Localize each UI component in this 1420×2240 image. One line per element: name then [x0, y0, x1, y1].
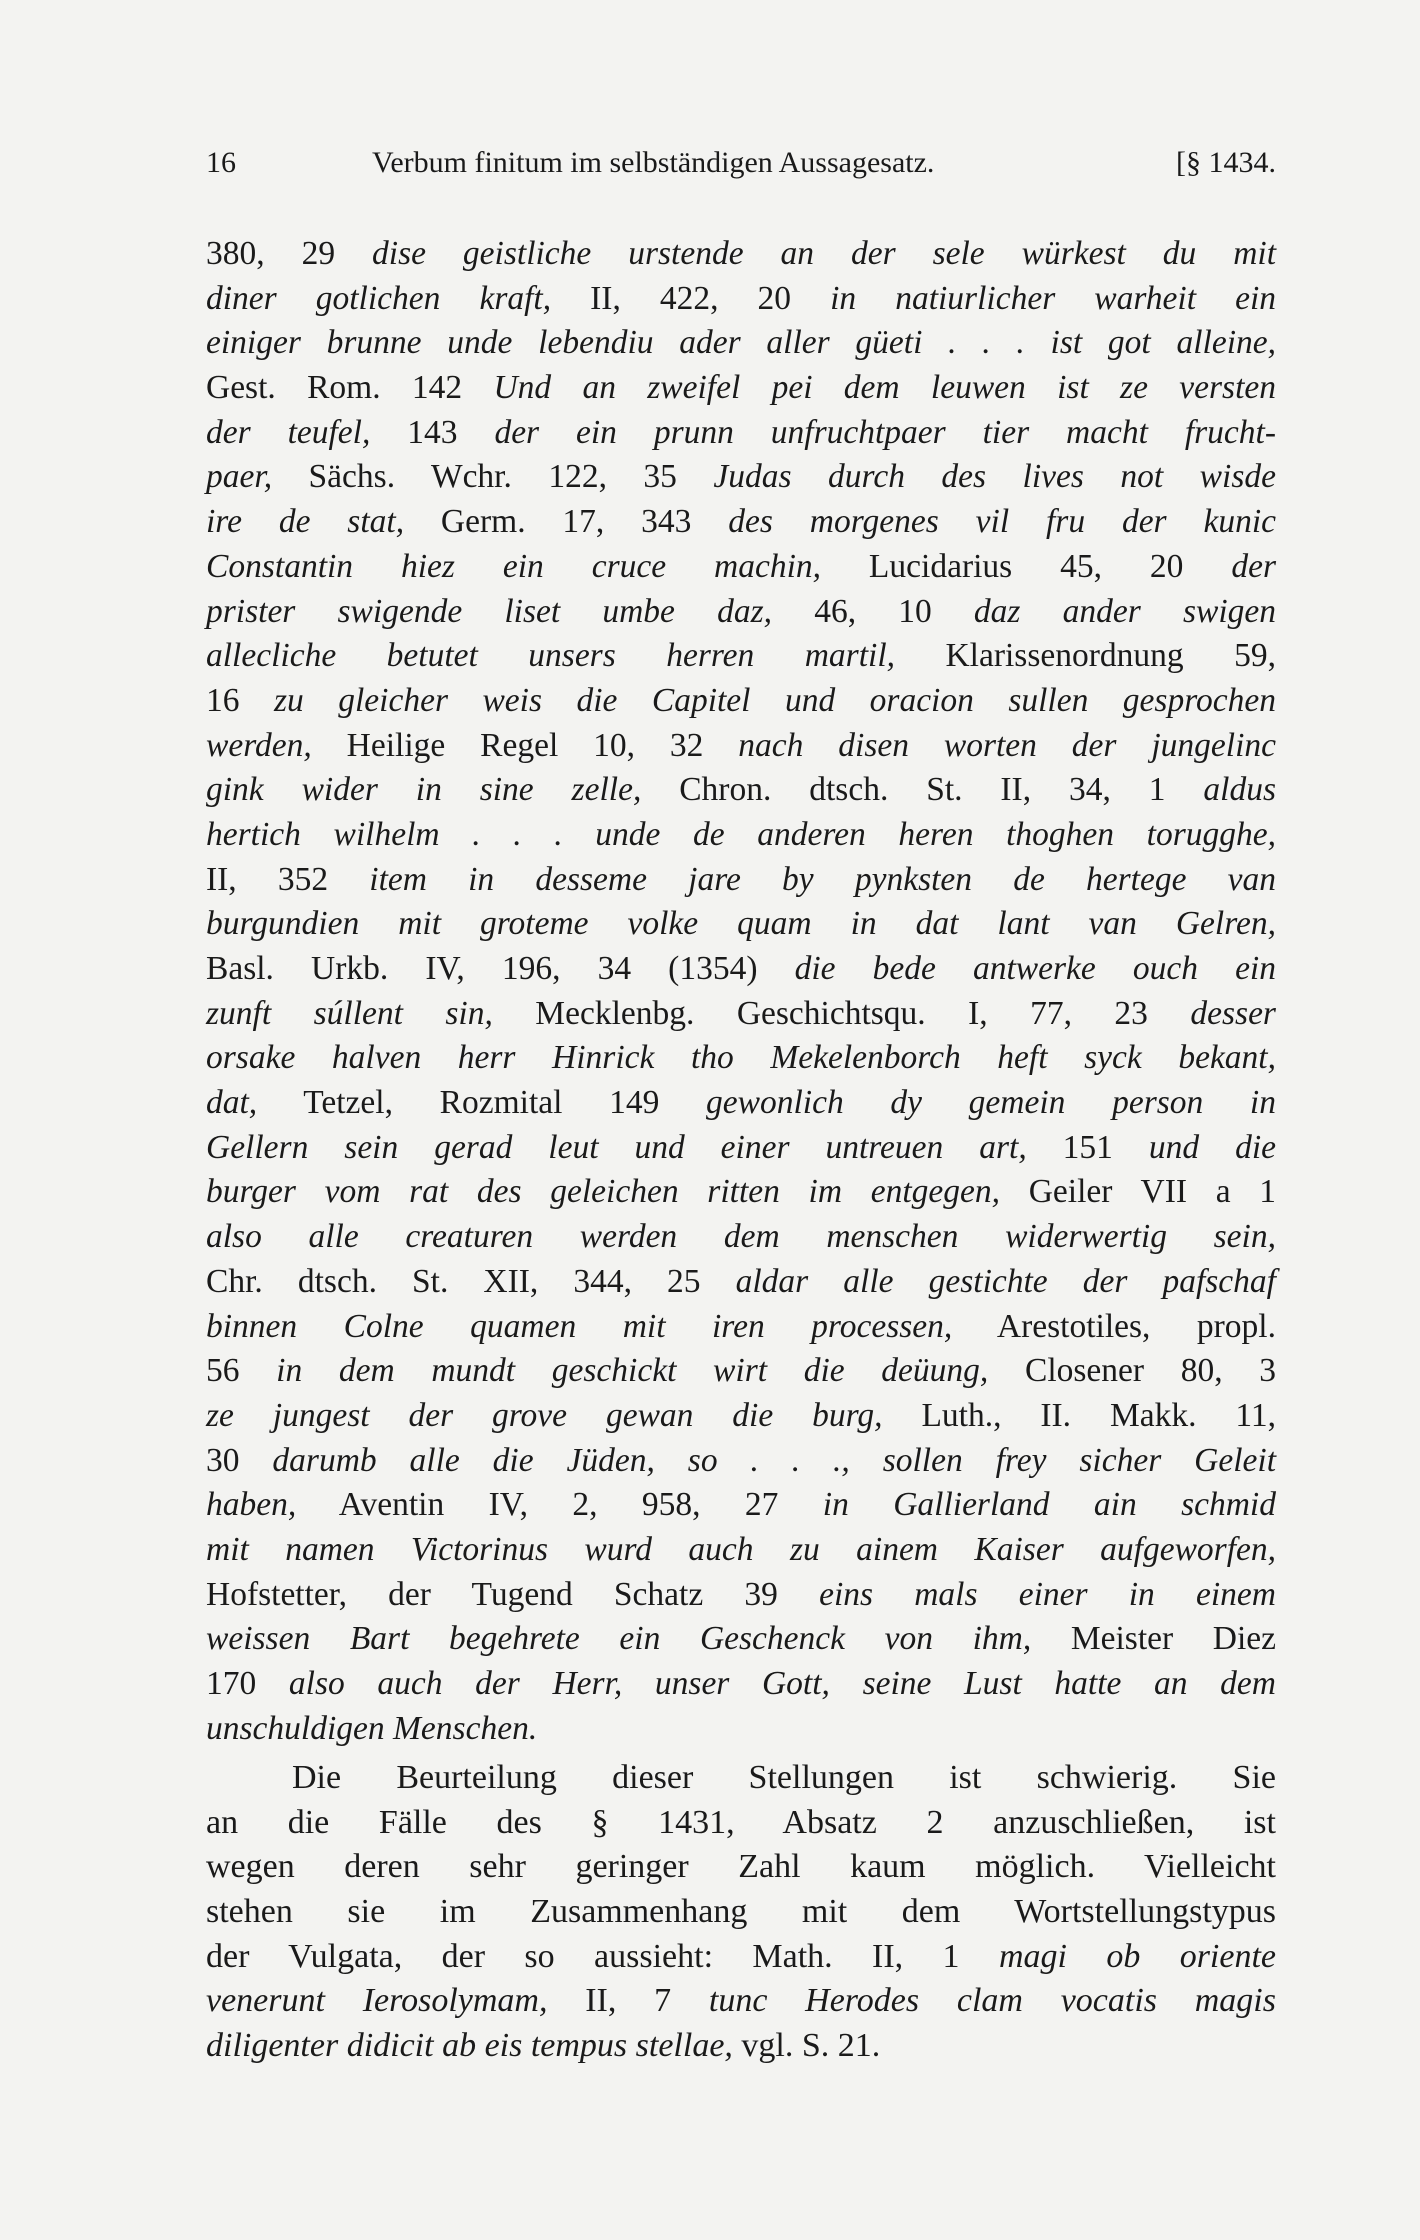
- italic-quote: zu gleicher weis die Capitel und oracion sullen gesprochen: [273, 681, 1276, 719]
- section-marker: [§ 1434.: [1176, 146, 1276, 179]
- text-line: [206, 1979, 1276, 2024]
- italic-quote: zunft súllent sin,: [206, 994, 493, 1032]
- italic-quote: diner gotlichen kraft,: [206, 279, 552, 317]
- text-run: 16: [206, 681, 274, 719]
- text-run: 380, 29: [206, 235, 373, 272]
- text-line: [206, 321, 1276, 366]
- italic-quote: die bede antwerke ouch ein: [794, 950, 1276, 987]
- italic-quote: Constantin hiez ein cruce machin,: [206, 547, 822, 585]
- italic-quote: burger vom rat des geleichen ritten im entgegen,: [206, 1173, 1001, 1211]
- text-line: [206, 1528, 1276, 1573]
- italic-quote: unschuldigen Menschen.: [206, 1709, 538, 1747]
- text-run: Closener 80, 3: [988, 1352, 1277, 1390]
- italic-quote: also auch der Herr, unser Gott, seine Lust hatte an dem: [288, 1665, 1276, 1702]
- text-line: [206, 1215, 1276, 1260]
- text-line: [206, 1935, 1276, 1980]
- text-line: [206, 1707, 1276, 1752]
- text-line: [206, 1126, 1276, 1171]
- text-run: Sächs. Wchr. 122, 35: [272, 458, 714, 496]
- italic-quote: Gellern sein gerad leut und einer untreuen art,: [206, 1128, 1027, 1166]
- italic-quote: Judas durch des lives not wisde: [713, 458, 1276, 496]
- text-run: vgl. S. 21.: [732, 2027, 881, 2065]
- italic-quote: Und an zweifel pei dem leuwen ist ze versten: [493, 369, 1276, 407]
- running-header: [206, 146, 1276, 186]
- text-line: [206, 545, 1276, 590]
- text-line: [206, 813, 1276, 858]
- italic-quote: prister swigende liset umbe daz,: [206, 592, 773, 630]
- italic-quote: ze jungest der grove gewan die burg,: [206, 1396, 883, 1434]
- text-line: [206, 411, 1276, 456]
- italic-quote: und die: [1148, 1128, 1276, 1166]
- text-line: [206, 1756, 1276, 1801]
- italic-quote: paer,: [206, 458, 273, 496]
- italic-quote: einiger brunne unde lebendiu ader aller güeti . . . ist got alleine,: [206, 324, 1276, 362]
- text-run: 143: [370, 413, 495, 451]
- paragraph-discussion: [206, 1756, 1276, 2069]
- italic-quote: in dem mundt geschickt wirt die deüung,: [276, 1352, 989, 1390]
- running-title: Verbum finitum im selbständigen Aussagesatz.: [372, 146, 935, 179]
- text-run: Tetzel, Rozmital 149: [257, 1084, 707, 1122]
- text-run: 170: [206, 1665, 289, 1702]
- text-run: II, 352: [206, 860, 370, 898]
- italic-quote: desser: [1190, 994, 1276, 1032]
- italic-quote: in Gallierland ain schmid: [822, 1486, 1276, 1524]
- text-run: stehen sie im Zusammenhang mit dem Wortstellungstypus: [206, 1893, 1276, 1931]
- italic-quote: tunc Herodes clam vocatis magis: [708, 1982, 1276, 2020]
- italic-quote: mit namen Victorinus wurd auch zu ainem Kaiser aufgeworfen,: [206, 1530, 1276, 1568]
- italic-quote: aldar alle gestichte der pafschaf: [735, 1262, 1276, 1300]
- text-line: [206, 768, 1276, 813]
- text-run: Hofstetter, der Tugend Schatz 39: [206, 1575, 820, 1613]
- text-run: Klarissenordnung 59,: [895, 637, 1276, 675]
- italic-quote: diligenter didicit ab eis tempus stellae,: [206, 2027, 733, 2065]
- italic-quote: aldus: [1203, 771, 1276, 809]
- italic-quote: ire de stat,: [206, 503, 405, 541]
- text-line: [206, 277, 1276, 322]
- italic-quote: des morgenes vil fru der kunic: [728, 503, 1276, 541]
- text-line: [206, 1349, 1276, 1394]
- text-line: [206, 1439, 1276, 1484]
- text-run: Mecklenbg. Geschichtsqu. I, 77, 23: [492, 994, 1191, 1032]
- text-line: [206, 1170, 1276, 1215]
- text-run: Chr. dtsch. St. XII, 344, 25: [206, 1262, 736, 1300]
- text-run: Heilige Regel 10, 32: [311, 726, 739, 764]
- text-line: [206, 1260, 1276, 1305]
- text-line: [206, 232, 1276, 277]
- italic-quote: magi ob oriente: [998, 1937, 1276, 1975]
- text-run: 56: [206, 1352, 277, 1390]
- italic-quote: der ein prunn unfruchtpaer tier macht frucht-: [494, 413, 1276, 451]
- text-run: Gest. Rom. 142: [206, 369, 494, 407]
- italic-quote: der: [1231, 547, 1276, 585]
- text-line: [206, 1845, 1276, 1890]
- text-line: [206, 2024, 1276, 2069]
- text-run: 46, 10: [772, 592, 974, 630]
- italic-quote: orsake halven herr Hinrick tho Mekelenborch heft syck bekant,: [206, 1039, 1276, 1077]
- italic-quote: der teufel,: [206, 413, 371, 451]
- italic-quote: daz ander swigen: [973, 592, 1276, 630]
- text-run: Arestotiles, propl.: [952, 1307, 1276, 1345]
- text-run: Germ. 17, 343: [404, 503, 729, 541]
- text-line: [206, 1305, 1276, 1350]
- italic-quote: binnen Colne quamen mit iren processen,: [206, 1307, 953, 1345]
- text-line: [206, 1036, 1276, 1081]
- text-run: Aventin IV, 2, 958, 27: [296, 1486, 823, 1524]
- italic-quote: gewonlich dy gemein person in: [706, 1084, 1276, 1122]
- text-line: [206, 500, 1276, 545]
- text-line: [206, 902, 1276, 947]
- italic-quote: also alle creaturen werden dem menschen widerwertig sein,: [206, 1218, 1276, 1256]
- italic-quote: haben,: [206, 1486, 297, 1524]
- italic-quote: item in desseme jare by pynksten de hertege van: [369, 860, 1276, 898]
- text-run: 30: [206, 1441, 273, 1479]
- italic-quote: eins mals einer in einem: [819, 1575, 1276, 1613]
- text-line: [206, 1890, 1276, 1935]
- text-line: [206, 590, 1276, 635]
- paragraph-citations: [206, 232, 1276, 1751]
- text-line: [206, 992, 1276, 1037]
- italic-quote: burgundien mit groteme volke quam in dat lant van Gelren,: [206, 905, 1276, 943]
- italic-quote: venerunt Ierosolymam,: [206, 1982, 548, 2020]
- italic-quote: dat,: [206, 1084, 258, 1122]
- text-line: [206, 1573, 1276, 1618]
- italic-quote: weissen Bart begehrete ein Geschenck von ihm,: [206, 1620, 1032, 1658]
- text-line: [206, 1801, 1276, 1846]
- italic-quote: nach disen worten der jungelinc: [738, 726, 1276, 764]
- text-line: [206, 366, 1276, 411]
- text-line: [206, 724, 1276, 769]
- italic-quote: dise geistliche urstende an der sele würkest du mit: [372, 235, 1277, 272]
- italic-quote: allecliche betutet unsers herren martil,: [206, 637, 896, 675]
- text-run: II, 422, 20: [551, 279, 831, 317]
- text-run: der Vulgata, der so aussieht: Math. II, 1: [206, 1937, 999, 1975]
- text-line: [206, 634, 1276, 679]
- text-run: II, 7: [547, 1982, 709, 2020]
- italic-quote: werden,: [206, 726, 312, 764]
- text-line: [206, 455, 1276, 500]
- text-run: Die Beurteilung dieser Stellungen ist schwierig. Sie: [292, 1759, 1276, 1796]
- text-line: [206, 1617, 1276, 1662]
- text-line: [206, 858, 1276, 903]
- text-run: an die Fälle des § 1431, Absatz 2 anzuschließen, ist: [206, 1803, 1276, 1841]
- text-line: [206, 1394, 1276, 1439]
- text-line: [206, 1483, 1276, 1528]
- text-run: Geiler VII a 1: [1000, 1173, 1276, 1211]
- text-run: 151: [1026, 1128, 1149, 1166]
- italic-quote: hertich wilhelm . . . unde de anderen heren thoghen torugghe,: [206, 815, 1276, 853]
- text-run: Meister Diez: [1031, 1620, 1276, 1658]
- italic-quote: in natiurlicher warheit ein: [830, 279, 1276, 317]
- text-run: Lucidarius 45, 20: [821, 547, 1232, 585]
- text-run: Basl. Urkb. IV, 196, 34 (1354): [206, 950, 795, 987]
- text-run: wegen deren sehr geringer Zahl kaum möglich. Vielleicht: [206, 1848, 1276, 1886]
- text-run: Chron. dtsch. St. II, 34, 1: [641, 771, 1204, 809]
- page-number: 16: [206, 146, 236, 179]
- text-line: [206, 1081, 1276, 1126]
- text-line: [206, 1662, 1276, 1707]
- text-line: [206, 679, 1276, 724]
- text-run: Luth., II. Makk. 11,: [882, 1396, 1276, 1434]
- italic-quote: darumb alle die Jüden, so . . ., sollen frey sicher Geleit: [272, 1441, 1276, 1479]
- italic-quote: gink wider in sine zelle,: [206, 771, 642, 809]
- text-line: [206, 947, 1276, 992]
